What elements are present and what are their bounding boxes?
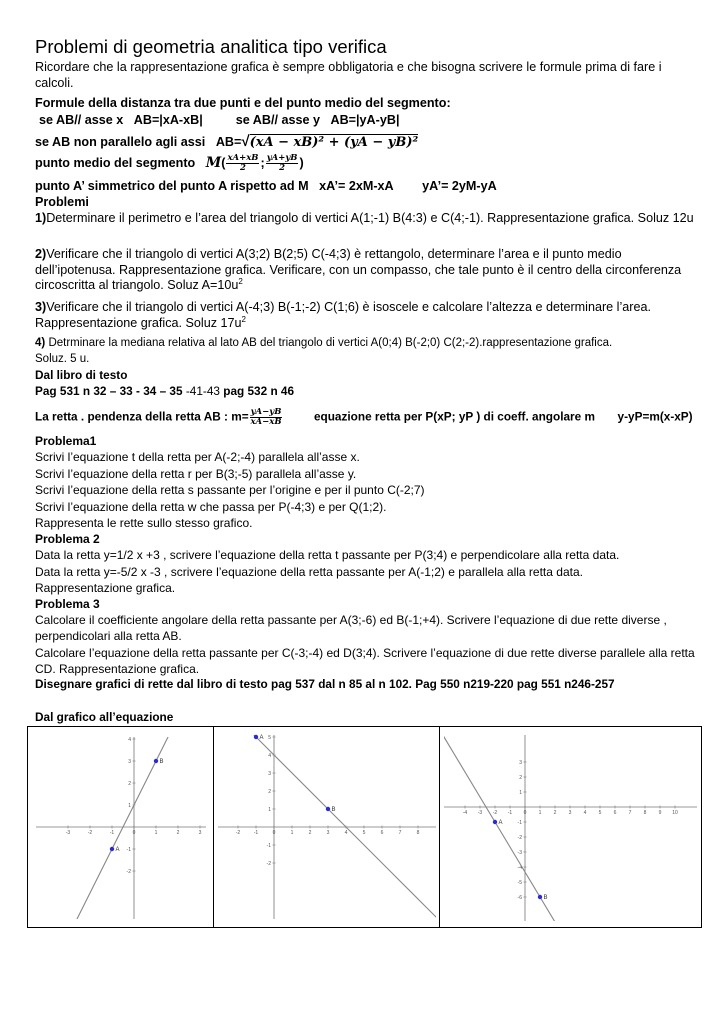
graph-axes: [218, 735, 436, 919]
x-tick-label: 1: [154, 830, 158, 836]
formula-parallel-axes: [35, 113, 695, 129]
page-title: Problemi di geometria analitica tipo verifica: [35, 36, 387, 57]
x-tick-label: 2: [176, 830, 180, 836]
x-tick-label: 7: [398, 830, 402, 836]
general-label: se AB non parallelo agli assi: [35, 135, 206, 149]
point-label: B: [159, 759, 164, 765]
x-tick-label: 6: [380, 830, 384, 836]
x-tick-label: 0: [132, 830, 136, 836]
x-tick-label: -1: [109, 830, 115, 836]
problema-2: Problema 2 Data la retta y=1/2 x +3 , scrivere l’equazione della retta t passante per P(3;4) e perpendicolare alla retta data. Data la retta y=-5/2 x -3 , scrivere l’equazione della retta passante per A(-1;2) e parallela alla retta data. Rappresentazione grafica.: [35, 531, 695, 597]
symmetric-y: yA’= 2yM-yA: [422, 179, 497, 193]
y-tick-label: 5: [268, 735, 271, 741]
y-tick-label: -1: [126, 847, 131, 853]
problem-2: 2)Verificare che il triangolo di vertici A(3;2) B(2;5) C(-4;3) è rettangolo, determinare l’area e il punto medio dell’ipotenusa. Rappresentazione grafica. Verificare, con un compasso, che tale punto è il centro della circonferenza circoscritta al triangolo. Soluz $A=10u^2$: [35, 247, 682, 293]
y-tick-label: 2: [268, 789, 271, 795]
y-tick-label: -2: [517, 835, 522, 841]
list-item: Rappresenta le rette sullo stesso grafico.: [35, 516, 253, 531]
parallel-x-label: se AB// asse x: [39, 113, 124, 127]
point-label: A: [115, 847, 120, 853]
x-tick-label: -2: [235, 830, 241, 836]
y-tick-label: -3: [517, 850, 522, 856]
midpoint-label: punto medio del segmento: [35, 155, 196, 170]
x-tick-label: 1: [290, 830, 294, 836]
x-tick-label: 9: [658, 810, 662, 816]
point-label: B: [331, 807, 336, 813]
graph-point: [538, 895, 542, 899]
x-tick-label: 1: [538, 810, 542, 816]
problema-1: Problema1 Scrivi l’equazione t della retta per A(-2;-4) parallela all’asse x. Scrivi l’equazione della retta r per B(3;-5) parallela all’asse y. Scrivi l’equazione della retta s passante per l’origine e per il punto C(-2;7) Scrivi l’equazione della retta w che passa per P(-4;3) e per Q(1;2). Rappresenta le rette sullo stesso grafico.: [35, 433, 695, 531]
list-item: Scrivi l’equazione t della retta per A(-2;-4) parallela all’asse x.: [35, 450, 360, 465]
list-item: Scrivi l’equazione della retta r per B(3;-5) parallela all’asse y.: [35, 466, 357, 481]
y-tick-label: 2: [128, 781, 131, 787]
y-tick-label: 1: [519, 790, 522, 796]
point-label: A: [259, 735, 264, 741]
midpoint-frac-y: $\frac{yA+yB}{2}$: [266, 153, 298, 173]
x-tick-label: 8: [643, 810, 647, 816]
x-tick-label: 4: [583, 810, 587, 816]
x-tick-label: -3: [477, 810, 483, 816]
graph-axes: [36, 737, 206, 919]
problem-1: 1)Determinare il perimetro e l’area del triangolo di vertici A(1;-1) B(4:3) e C(4;-1). Rappresentazione grafica. Soluz 12u: [35, 211, 694, 225]
y-tick-label: -2: [126, 869, 131, 875]
x-tick-label: 6: [613, 810, 617, 816]
x-tick-label: 3: [326, 830, 330, 836]
y-tick-label: 1: [268, 807, 271, 813]
graphs-table: [27, 726, 702, 928]
graph-heading: Dal grafico all’equazione: [35, 710, 174, 724]
graph-point: [110, 847, 114, 851]
list-item: Scrivi l’equazione della retta w che passa per P(-4;3) e per Q(1;2).: [35, 499, 387, 514]
graph-panel-3: [440, 727, 701, 927]
retta-heading: La retta . pendenza della retta AB : m= $\frac{yA-yB}{xA-xB}$ equazione retta per P(xP; yP ) di coeff. angolare m y-yP=m(x-xP): [35, 407, 693, 427]
parallel-y-formula: AB=|yA-yB|: [330, 113, 400, 127]
x-tick-label: -2: [87, 830, 93, 836]
x-tick-label: 5: [362, 830, 366, 836]
y-tick-label: 3: [268, 771, 271, 777]
book-refs: Pag 531 n 32 – 33 - 34 – 35 -41-43 pag 532 n 46: [35, 384, 295, 398]
sqrt-symbol-icon: √: [241, 133, 250, 150]
parallel-x-formula: AB=|xA-xB|: [133, 113, 203, 127]
list-item: Data la retta y=1/2 x +3 , scrivere l’equazione della retta t passante per P(3;4) e perpendicolare alla retta data.: [35, 548, 620, 563]
graph-panel-1: [28, 727, 214, 927]
graph-point: [326, 807, 330, 811]
distance-formula: (xA − xB)² + (yA − yB)²: [249, 135, 419, 150]
book-heading: Dal libro di testo: [35, 368, 128, 382]
y-tick-label: -6: [517, 895, 522, 901]
y-tick-label: -5: [517, 880, 522, 886]
graph-panel-2: [214, 727, 440, 927]
x-tick-label: 7: [628, 810, 632, 816]
x-tick-label: 5: [598, 810, 602, 816]
list-item: Data la retta y=-5/2 x -3 , scrivere l’equazione della retta passante per A(-1;2) e parallela alla retta data.: [35, 564, 583, 579]
x-tick-label: 4: [344, 830, 348, 836]
general-formula-prefix: AB=: [215, 135, 242, 149]
intro-text: Ricordare che la rappresentazione grafica è sempre obbligatoria e che bisogna scrivere le formule prima di fare i calcoli.: [35, 60, 662, 90]
problem-3: 3)Verificare che il triangolo di vertici A(-4;3) B(-1;-2) C(1;6) è isoscele e calcolare l’altezza e determinare l’area. Rappresentazione grafica. Soluz $17u^2$: [35, 300, 651, 330]
y-tick-label: 4: [268, 753, 271, 759]
x-tick-label: -1: [507, 810, 513, 816]
x-tick-label: 0: [523, 810, 527, 816]
x-tick-label: 0: [272, 830, 276, 836]
x-tick-label: -2: [492, 810, 498, 816]
x-tick-label: -3: [65, 830, 71, 836]
y-tick-label: 1: [128, 803, 131, 809]
y-tick-label: 2: [519, 775, 522, 781]
x-tick-label: -1: [253, 830, 259, 836]
formula-distance: [35, 134, 695, 151]
problema-3: Problema 3 Calcolare il coefficiente angolare della retta passante per A(3;-6) ed B(-1;+4). Scrivere l’equazione di due rette diverse , perpendicolari alla retta AB. Calcolare l’equazione della retta passante per C(-3;-4) ed D(3;4). Scrivere l’equazione di due rette diverse parallele alla retta CD. Rappresentazione grafica.: [35, 597, 695, 676]
x-tick-label: 2: [553, 810, 557, 816]
graph-line: [440, 727, 701, 927]
point-label: B: [543, 895, 548, 901]
y-tick-label: -1: [517, 820, 522, 826]
y-tick-label: 3: [519, 760, 522, 766]
formulas-heading: Formule della distanza tra due punti e del punto medio del segmento:: [35, 96, 451, 110]
list-item: Scrivi l’equazione della retta s passante per l’origine e per il punto C(-2;7): [35, 483, 425, 498]
symmetric-x: xA’= 2xM-xA: [319, 179, 394, 193]
graph-instruction: Disegnare grafici di rette dal libro di testo pag 537 dal n 85 al n 102. Pag 550 n219-220 pag 551 n246-257: [35, 677, 615, 691]
midpoint-m: M: [205, 154, 222, 171]
slope-fraction: $\frac{yA-yB}{xA-xB}$: [250, 407, 282, 427]
problemi-heading: Problemi: [35, 195, 89, 209]
formula-symmetric: [35, 179, 695, 195]
y-tick-label: 4: [128, 737, 131, 743]
symmetric-label: punto A’ simmetrico del punto A rispetto ad M: [35, 179, 309, 193]
problem-4: 4) Detrminare la mediana relativa al lato AB del triangolo di vertici A(0;4) B(-2;0) C(2;-2).rappresentazione grafica. Soluz. 5 u.: [35, 337, 613, 365]
graph-point: [154, 759, 158, 763]
graph-point: [254, 735, 258, 739]
y-tick-label: -4: [517, 865, 522, 871]
list-item: Rappresentazione grafica.: [35, 581, 176, 596]
graph-point: [493, 820, 497, 824]
x-tick-label: 3: [568, 810, 572, 816]
parallel-y-label: se AB// asse y: [235, 113, 320, 127]
graph-axes: [444, 735, 697, 921]
x-tick-label: -4: [462, 810, 468, 816]
midpoint-frac-x: $\frac{xA+xB}{2}$: [227, 153, 259, 173]
x-tick-label: 3: [198, 830, 202, 836]
point-label: A: [498, 820, 503, 826]
y-tick-label: -2: [266, 861, 271, 867]
y-tick-label: 3: [128, 759, 131, 765]
y-tick-label: -1: [266, 843, 271, 849]
x-tick-label: 2: [308, 830, 312, 836]
formula-midpoint: punto medio del segmento M( $\frac{xA+xB}{2}$ ; $\frac{yA+yB}{2}$ ): [35, 153, 304, 173]
x-tick-label: 8: [416, 830, 420, 836]
x-tick-label: 10: [672, 810, 678, 816]
